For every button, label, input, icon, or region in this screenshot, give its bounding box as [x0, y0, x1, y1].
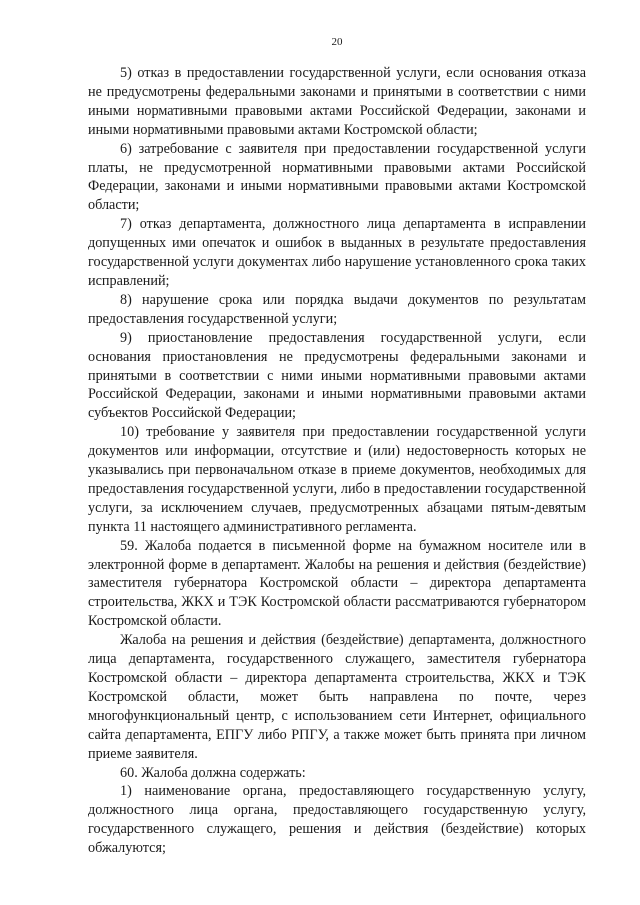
paragraph-clause-60-item-1: 1) наименование органа, предоставляющего государственную услугу, должностного лица органа, предоставляющего государственную услугу, государственного служащего, решения и действия (бездействие) которых обжалуются;: [88, 783, 586, 857]
paragraph-item-7-typo-correction: 7) отказ департамента, должностного лица департамента в исправлении допущенных ими опечаток и ошибок в выданных в результате предоставления государственной услуги документах либо нарушение установленного срока таких исправлений;: [88, 216, 586, 289]
paragraph-item-10-document-demand: 10) требование у заявителя при предоставлении государственной услуги документов или информации, отсутствие и (или) недостоверность которых не указывались при первоначальном отказе в приеме документов, необходимых для предоставления государственной услуги, либо в предоставлении государственной услуги, за исключением случаев, предусмотренных абзацами пятым-девятым пункта 11 настоящего административного регламента.: [88, 424, 586, 535]
paragraph-item-5-refusal: 5) отказ в предоставлении государственной услуги, если основания отказа не предусмотрены федеральными законами и принятыми в соответствии с ними иными нормативными правовыми актами Российской Федерации, законами и иными нормативными правовыми актами Костромской области;: [88, 65, 586, 138]
paragraph-item-9-suspension: 9) приостановление предоставления государственной услуги, если основания приостановления не предусмотрены федеральными законами и принятыми в соответствии с ними иными нормативными правовыми актами Российской Федерации, законами и иными нормативными правовыми актами субъектов Российской Федерации;: [88, 329, 586, 422]
paragraph-clause-60: 60. Жалоба должна содержать:: [120, 764, 306, 781]
paragraph-complaint-channels: Жалоба на решения и действия (бездействие) департамента, должностного лица департамента, государственного служащего, заместителя губернатора Костромской области – директора департамента строительства, ЖКХ и ТЭК Костромской области, может быть направлена по почте, через многофункциональный центр, с использованием сети Интернет, официального сайта департамента, ЕПГУ либо РПГУ, а также может быть принята при личном приеме заявителя.: [88, 632, 586, 762]
paragraph-clause-59: 59. Жалоба подается в письменной форме на бумажном носителе или в электронной форме в департамент. Жалобы на решения и действия (бездействие) заместителя губернатора Костромской области – директора департамента строительства, ЖКХ и ТЭК Костромской области рассматриваются губернатором Костромской области.: [88, 537, 586, 630]
page-number: 20: [331, 36, 343, 48]
paragraph-item-6-fee-demand: 6) затребование с заявителя при предоставлении государственной услуги платы, не предусмотренной нормативными правовыми актами Российской Федерации, законами и иными нормативными правовыми актами Костромской области;: [88, 140, 586, 214]
paragraph-item-8-issuance-violation: 8) нарушение срока или порядка выдачи документов по результатам предоставления государственной услуги;: [88, 291, 586, 327]
document-body: [88, 64, 586, 858]
